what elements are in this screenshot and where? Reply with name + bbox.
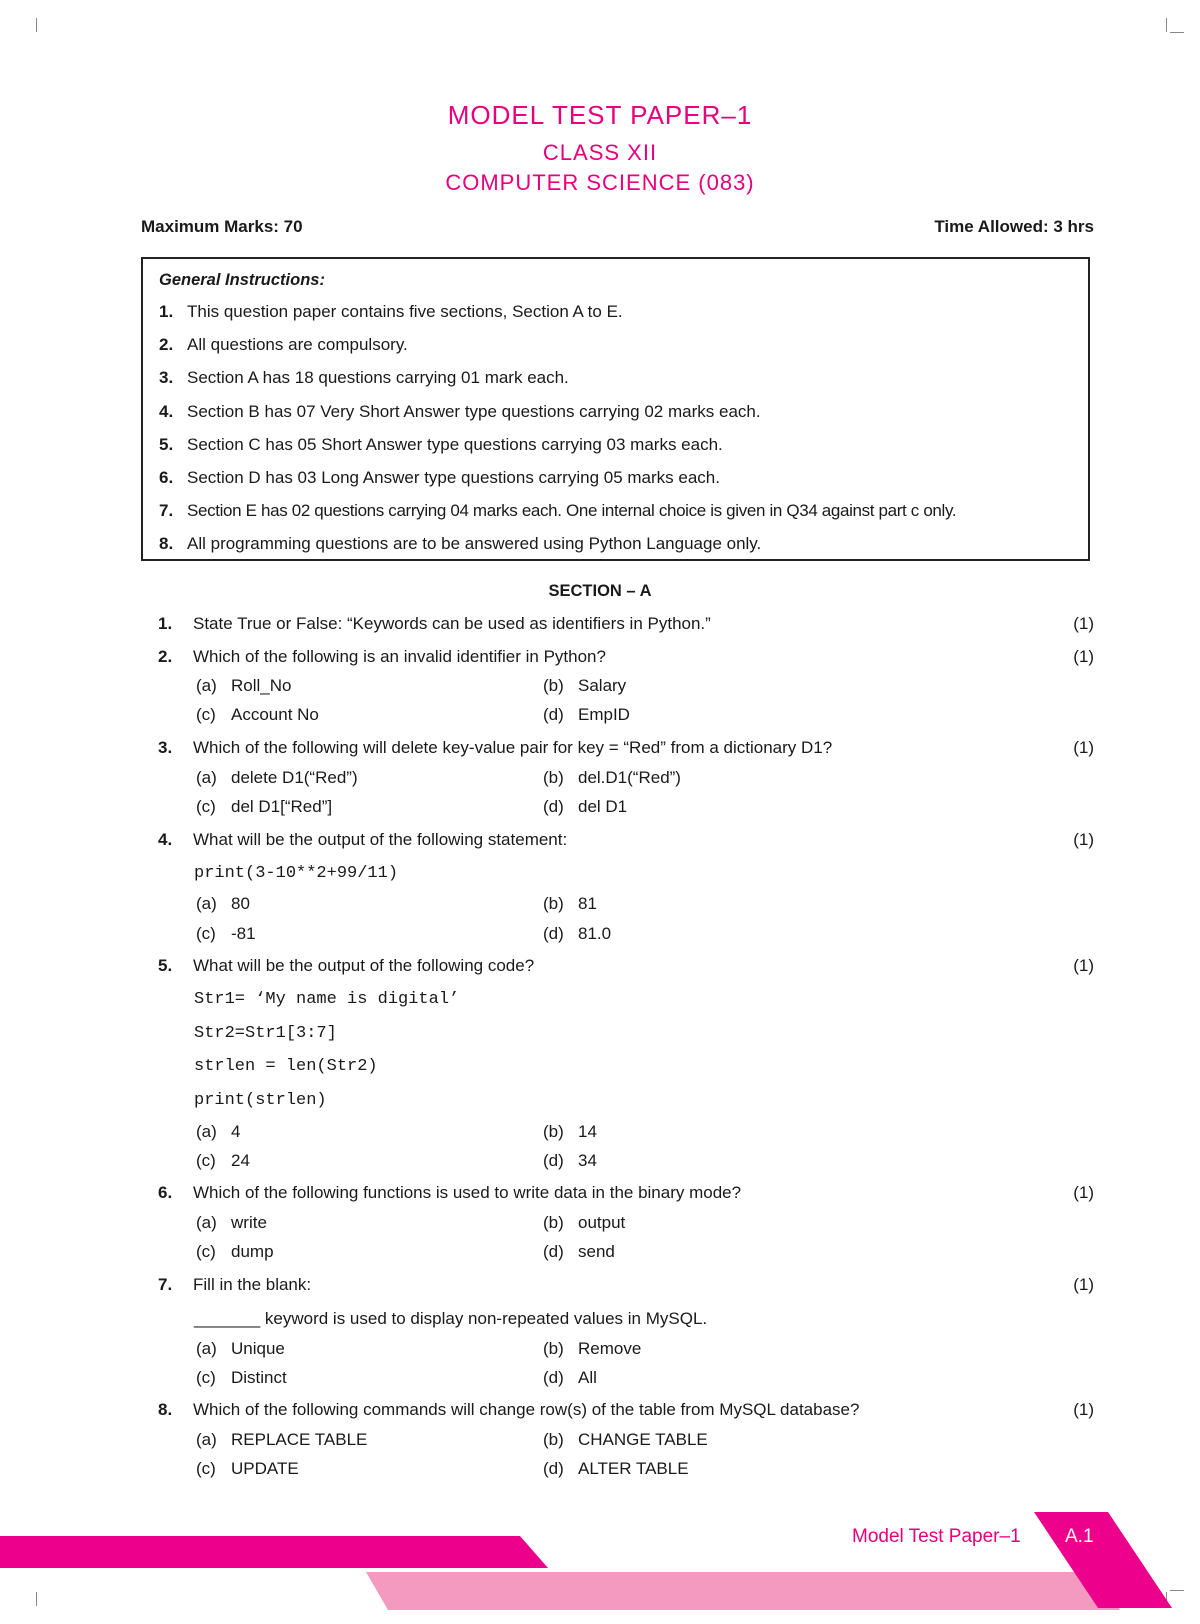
instruction-item: 2. All questions are compulsory. (159, 335, 408, 355)
crop-mark (1170, 32, 1184, 33)
instruction-item: 8. All programming questions are to be answered using Python Language only. (159, 534, 762, 554)
instructions-list (159, 297, 1072, 563)
option-d: (d) del D1 (543, 797, 628, 816)
maximum-marks: Maximum Marks: 70 (141, 217, 303, 236)
question-5: 5. What will be the output of the following code? (158, 956, 535, 975)
instruction-item: 1. This question paper contains five sections, Section A to E. (159, 302, 623, 321)
option-c: (c) dump (196, 1242, 274, 1261)
question-marks: (1) (1073, 956, 1094, 975)
question-marks: (1) (1073, 1400, 1094, 1419)
option-a: (a) Roll_No (196, 676, 292, 695)
footer-stripe-pink (366, 1572, 1120, 1610)
question-2: 2. Which of the following is an invalid identifier in Python? (158, 647, 606, 666)
option-d: (d) All (543, 1368, 597, 1387)
question-8: 8. Which of the following commands will change row(s) of the table from MySQL database? (158, 1400, 860, 1419)
time-allowed: Time Allowed: 3 hrs (934, 217, 1094, 236)
instruction-item: 7. Section E has 02 questions carrying 04 marks each. One internal choice is given in Q34 against part c only. (159, 501, 957, 521)
instruction-item: 5. Section C has 05 Short Answer type questions carrying 03 marks each. (159, 434, 723, 454)
option-b: (b) output (543, 1213, 626, 1232)
option-c: (c) Account No (196, 705, 319, 724)
question-1: 1. State True or False: “Keywords can be used as identifiers in Python.” (158, 614, 711, 633)
instructions-heading: General Instructions: (159, 271, 325, 289)
question-6: 6. Which of the following functions is used to write data in the binary mode? (158, 1183, 742, 1202)
question-marks: (1) (1073, 738, 1094, 757)
option-c: (c) del D1[“Red”] (196, 797, 333, 816)
question-marks: (1) (1073, 614, 1094, 633)
code-line: print(3-10**2+99/11) (194, 864, 399, 883)
question-marks: (1) (1073, 647, 1094, 666)
crop-mark (36, 18, 37, 32)
option-a: (a) 4 (196, 1122, 241, 1141)
option-b: (b) del.D1(“Red”) (543, 768, 681, 787)
footer-label: Model Test Paper–1 (852, 1526, 1021, 1547)
section-heading: SECTION – A (548, 582, 652, 600)
option-a: (a) write (196, 1213, 267, 1232)
instruction-item: 6. Section D has 03 Long Answer type questions carrying 05 marks each. (159, 467, 720, 487)
code-line: print(strlen) (194, 1091, 327, 1110)
general-instructions-box (141, 257, 1090, 561)
option-b: (b) 14 (543, 1122, 597, 1141)
footer-stripe-magenta (0, 1536, 548, 1568)
option-b: (b) 81 (543, 894, 597, 913)
option-a: (a) Unique (196, 1339, 285, 1358)
paper-title: MODEL TEST PAPER–1 (447, 100, 753, 130)
fill-in-blank-sentence: _______ keyword is used to display non-repeated values in MySQL. (194, 1309, 708, 1328)
option-d: (d) EmpID (543, 705, 630, 724)
code-line: strlen = len(Str2) (194, 1057, 378, 1076)
question-marks: (1) (1073, 1275, 1094, 1294)
instruction-item: 3. Section A has 18 questions carrying 01 mark each. (159, 368, 569, 388)
question-marks: (1) (1073, 830, 1094, 849)
option-b: (b) CHANGE TABLE (543, 1430, 708, 1449)
option-c: (c) -81 (196, 924, 256, 943)
option-d: (d) 81.0 (543, 924, 612, 943)
question-7: 7. Fill in the blank: (158, 1275, 312, 1294)
class-title: CLASS XII (542, 140, 658, 165)
question-marks: (1) (1073, 1183, 1094, 1202)
code-line: Str1= ‘My name is digital’ (194, 990, 460, 1009)
footer-band (0, 1500, 1200, 1624)
option-a: (a) delete D1(“Red”) (196, 768, 358, 787)
option-c: (c) UPDATE (196, 1459, 299, 1478)
question-4: 4. What will be the output of the following statement: (158, 830, 568, 849)
option-b: (b) Salary (543, 676, 627, 695)
subject-title: COMPUTER SCIENCE (083) (445, 170, 755, 195)
option-b: (b) Remove (543, 1339, 642, 1358)
page-number: A.1 (1065, 1526, 1094, 1547)
option-a: (a) REPLACE TABLE (196, 1430, 368, 1449)
option-d: (d) send (543, 1242, 615, 1261)
question-3: 3. Which of the following will delete key-value pair for key = “Red” from a dictionary D1? (158, 738, 833, 757)
code-line: Str2=Str1[3:7] (194, 1024, 337, 1043)
option-d: (d) ALTER TABLE (543, 1459, 689, 1478)
crop-mark (1166, 18, 1167, 32)
option-c: (c) Distinct (196, 1368, 287, 1387)
instruction-item: 4. Section B has 07 Very Short Answer type questions carrying 02 marks each. (159, 401, 761, 421)
option-d: (d) 34 (543, 1151, 597, 1170)
option-a: (a) 80 (196, 894, 250, 913)
option-c: (c) 24 (196, 1151, 250, 1170)
